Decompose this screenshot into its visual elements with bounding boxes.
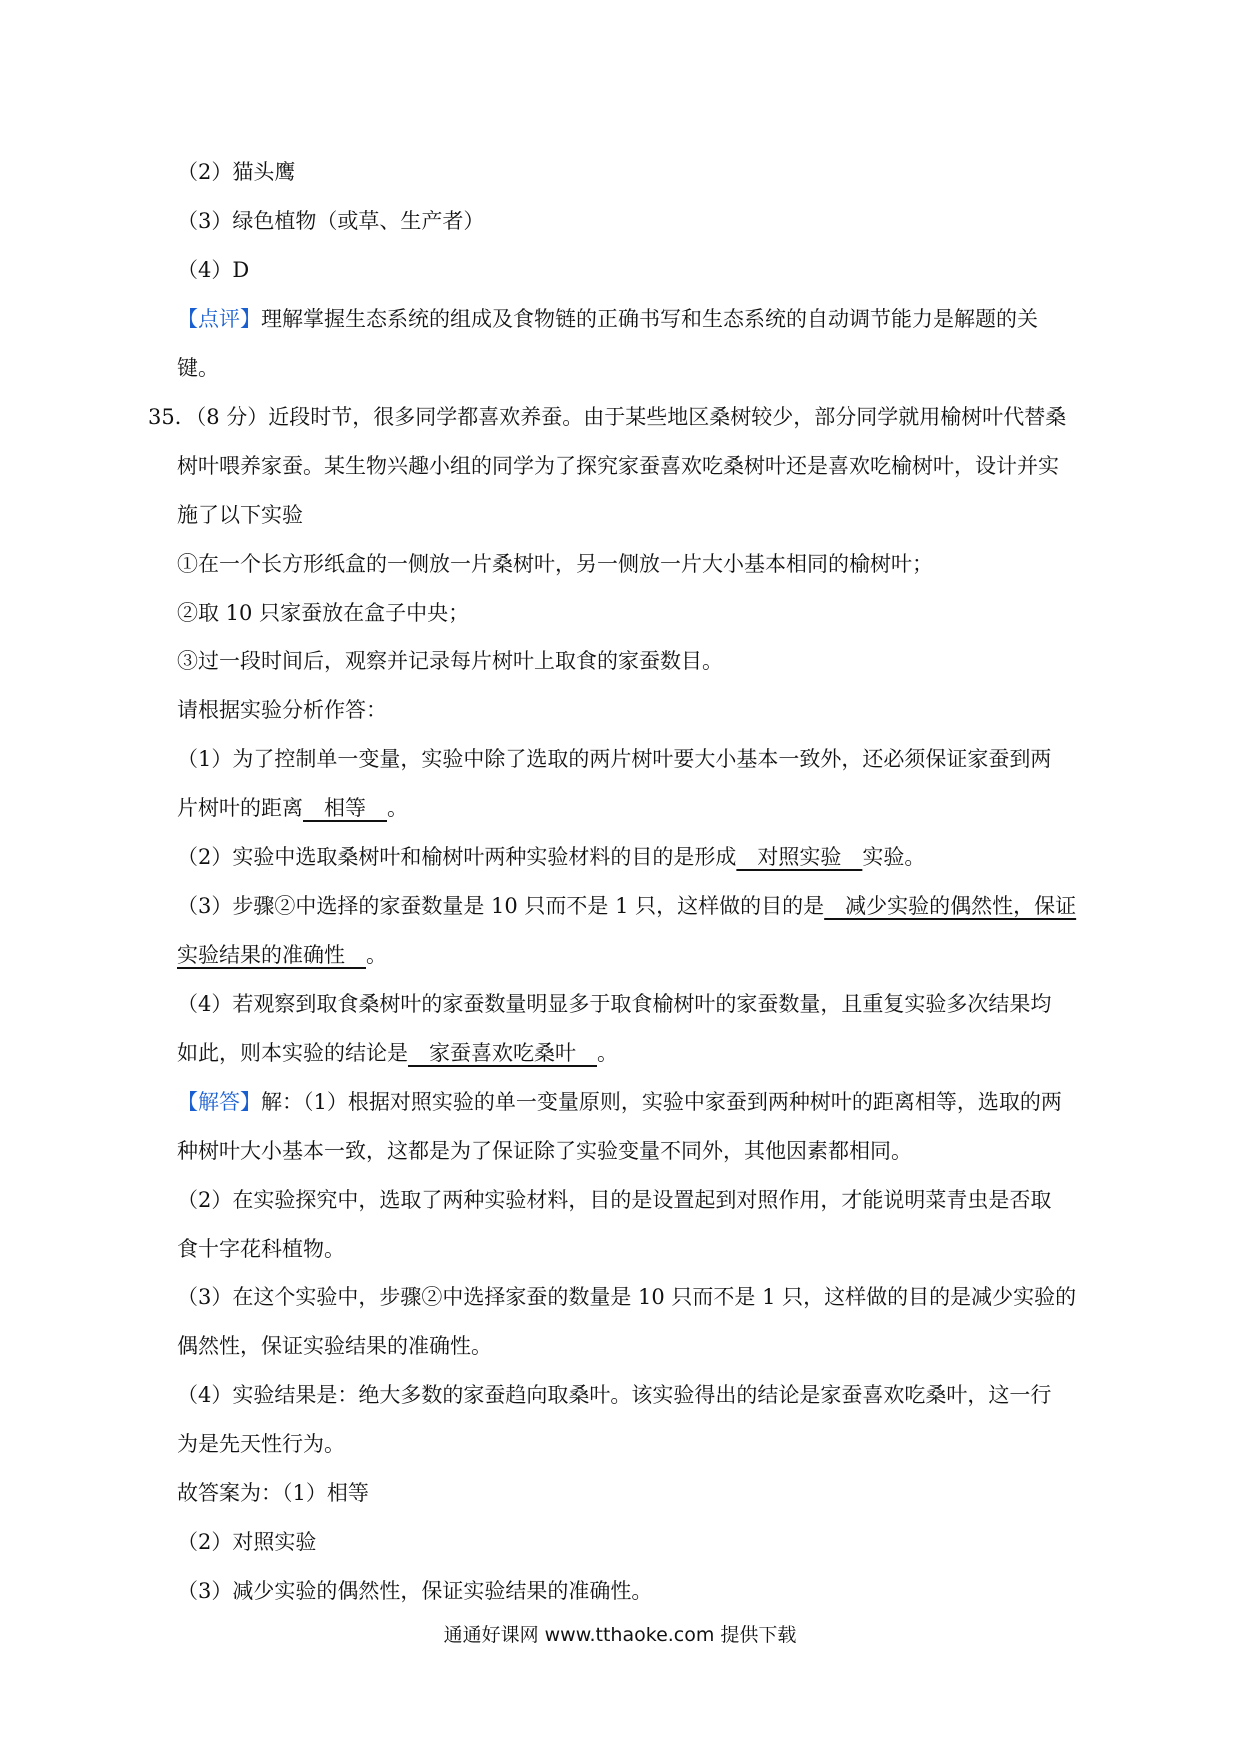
comment-tag: 【点评】: [177, 307, 261, 331]
text: 如此，则本实验的结论是: [177, 1041, 408, 1065]
answer-blank: 家蚕喜欢吃桑叶: [408, 1041, 597, 1065]
text: （3）步骤②中选择的家蚕数量是 10 只而不是 1 只，这样做的目的是: [177, 894, 825, 918]
prev-answer-2: （2）猫头鹰: [177, 160, 296, 184]
final-answer-2: （2）对照实验: [177, 1530, 317, 1554]
q35-step-2: ②取 10 只家蚕放在盒子中央；: [177, 601, 470, 625]
q35-step-3: ③过一段时间后，观察并记录每片树叶上取食的家蚕数目。: [177, 649, 723, 673]
final-answer-3: （3）减少实验的偶然性，保证实验结果的准确性。: [177, 1579, 653, 1603]
solution-line-8: 为是先天性行为。: [177, 1432, 345, 1456]
prev-answer-4: （4）D: [177, 258, 250, 282]
q35-part-4-line-1: （4）若观察到取食桑树叶的家蚕数量明显多于取食榆树叶的家蚕数量，且重复实验多次结果均: [177, 992, 1052, 1016]
q35-prompt: 请根据实验分析作答：: [177, 698, 387, 722]
answer-blank: 相等: [303, 796, 387, 820]
text: 解：（1）根据对照实验的单一变量原则，实验中家蚕到两种树叶的距离相等，选取的两: [261, 1090, 1062, 1114]
solution-line-7: （4）实验结果是：绝大多数的家蚕趋向取桑叶。该实验得出的结论是家蚕喜欢吃桑叶，这一行: [177, 1383, 1052, 1407]
text: 片树叶的距离: [177, 796, 303, 820]
q35-stem-line-3: 施了以下实验: [177, 503, 303, 527]
solution-line-6: 偶然性，保证实验结果的准确性。: [177, 1334, 492, 1358]
q35-part-3-line-2: [177, 941, 387, 969]
q35-part-4-line-2: [177, 1039, 618, 1067]
final-answer-1: 故答案为：（1）相等: [177, 1481, 369, 1505]
prev-comment-line-2: 键。: [177, 356, 219, 380]
q35-part-3-line-1: [177, 892, 1076, 920]
text: （2）实验中选取桑树叶和榆树叶两种实验材料的目的是形成: [177, 845, 737, 869]
q35-part-2: [177, 843, 925, 871]
solution-tag: 【解答】: [177, 1090, 261, 1114]
solution-line-5: （3）在这个实验中，步骤②中选择家蚕的数量是 10 只而不是 1 只，这样做的目的是减少实验的: [177, 1285, 1077, 1309]
text: 实验。: [862, 845, 926, 869]
q35-stem-line-1: 35．（8 分）近段时节，很多同学都喜欢养蚕。由于某些地区桑树较少，部分同学就用榆树叶代替桑: [148, 405, 1067, 429]
answer-blank: 减少实验的偶然性，保证: [824, 894, 1077, 918]
q35-step-1: ①在一个长方形纸盒的一侧放一片桑树叶，另一侧放一片大小基本相同的榆树叶；: [177, 552, 933, 576]
prev-answer-3: （3）绿色植物（或草、生产者）: [177, 209, 485, 233]
text: 。: [366, 943, 387, 967]
page-footer: 通通好课网 www.tthaoke.com 提供下载: [443, 1624, 797, 1646]
solution-line-1: [177, 1088, 1062, 1116]
prev-comment-line-1: [177, 305, 1038, 333]
solution-line-2: 种树叶大小基本一致，这都是为了保证除了实验变量不同外，其他因素都相同。: [177, 1139, 912, 1163]
q35-stem-line-2: 树叶喂养家蚕。某生物兴趣小组的同学为了探究家蚕喜欢吃桑树叶还是喜欢吃榆树叶，设计并实: [177, 454, 1059, 478]
q35-part-1-line-2: [177, 794, 408, 822]
answer-blank: 实验结果的准确性: [177, 943, 366, 967]
solution-line-3: （2）在实验探究中，选取了两种实验材料，目的是设置起到对照作用，才能说明菜青虫是否取: [177, 1188, 1052, 1212]
comment-text: 理解掌握生态系统的组成及食物链的正确书写和生态系统的自动调节能力是解题的关: [261, 307, 1038, 331]
solution-line-4: 食十字花科植物。: [177, 1237, 345, 1261]
q35-part-1-line-1: （1）为了控制单一变量，实验中除了选取的两片树叶要大小基本一致外，还必须保证家蚕到两: [177, 747, 1052, 771]
text: 。: [597, 1041, 618, 1065]
answer-blank: 对照实验: [736, 845, 863, 869]
text: 。: [387, 796, 408, 820]
